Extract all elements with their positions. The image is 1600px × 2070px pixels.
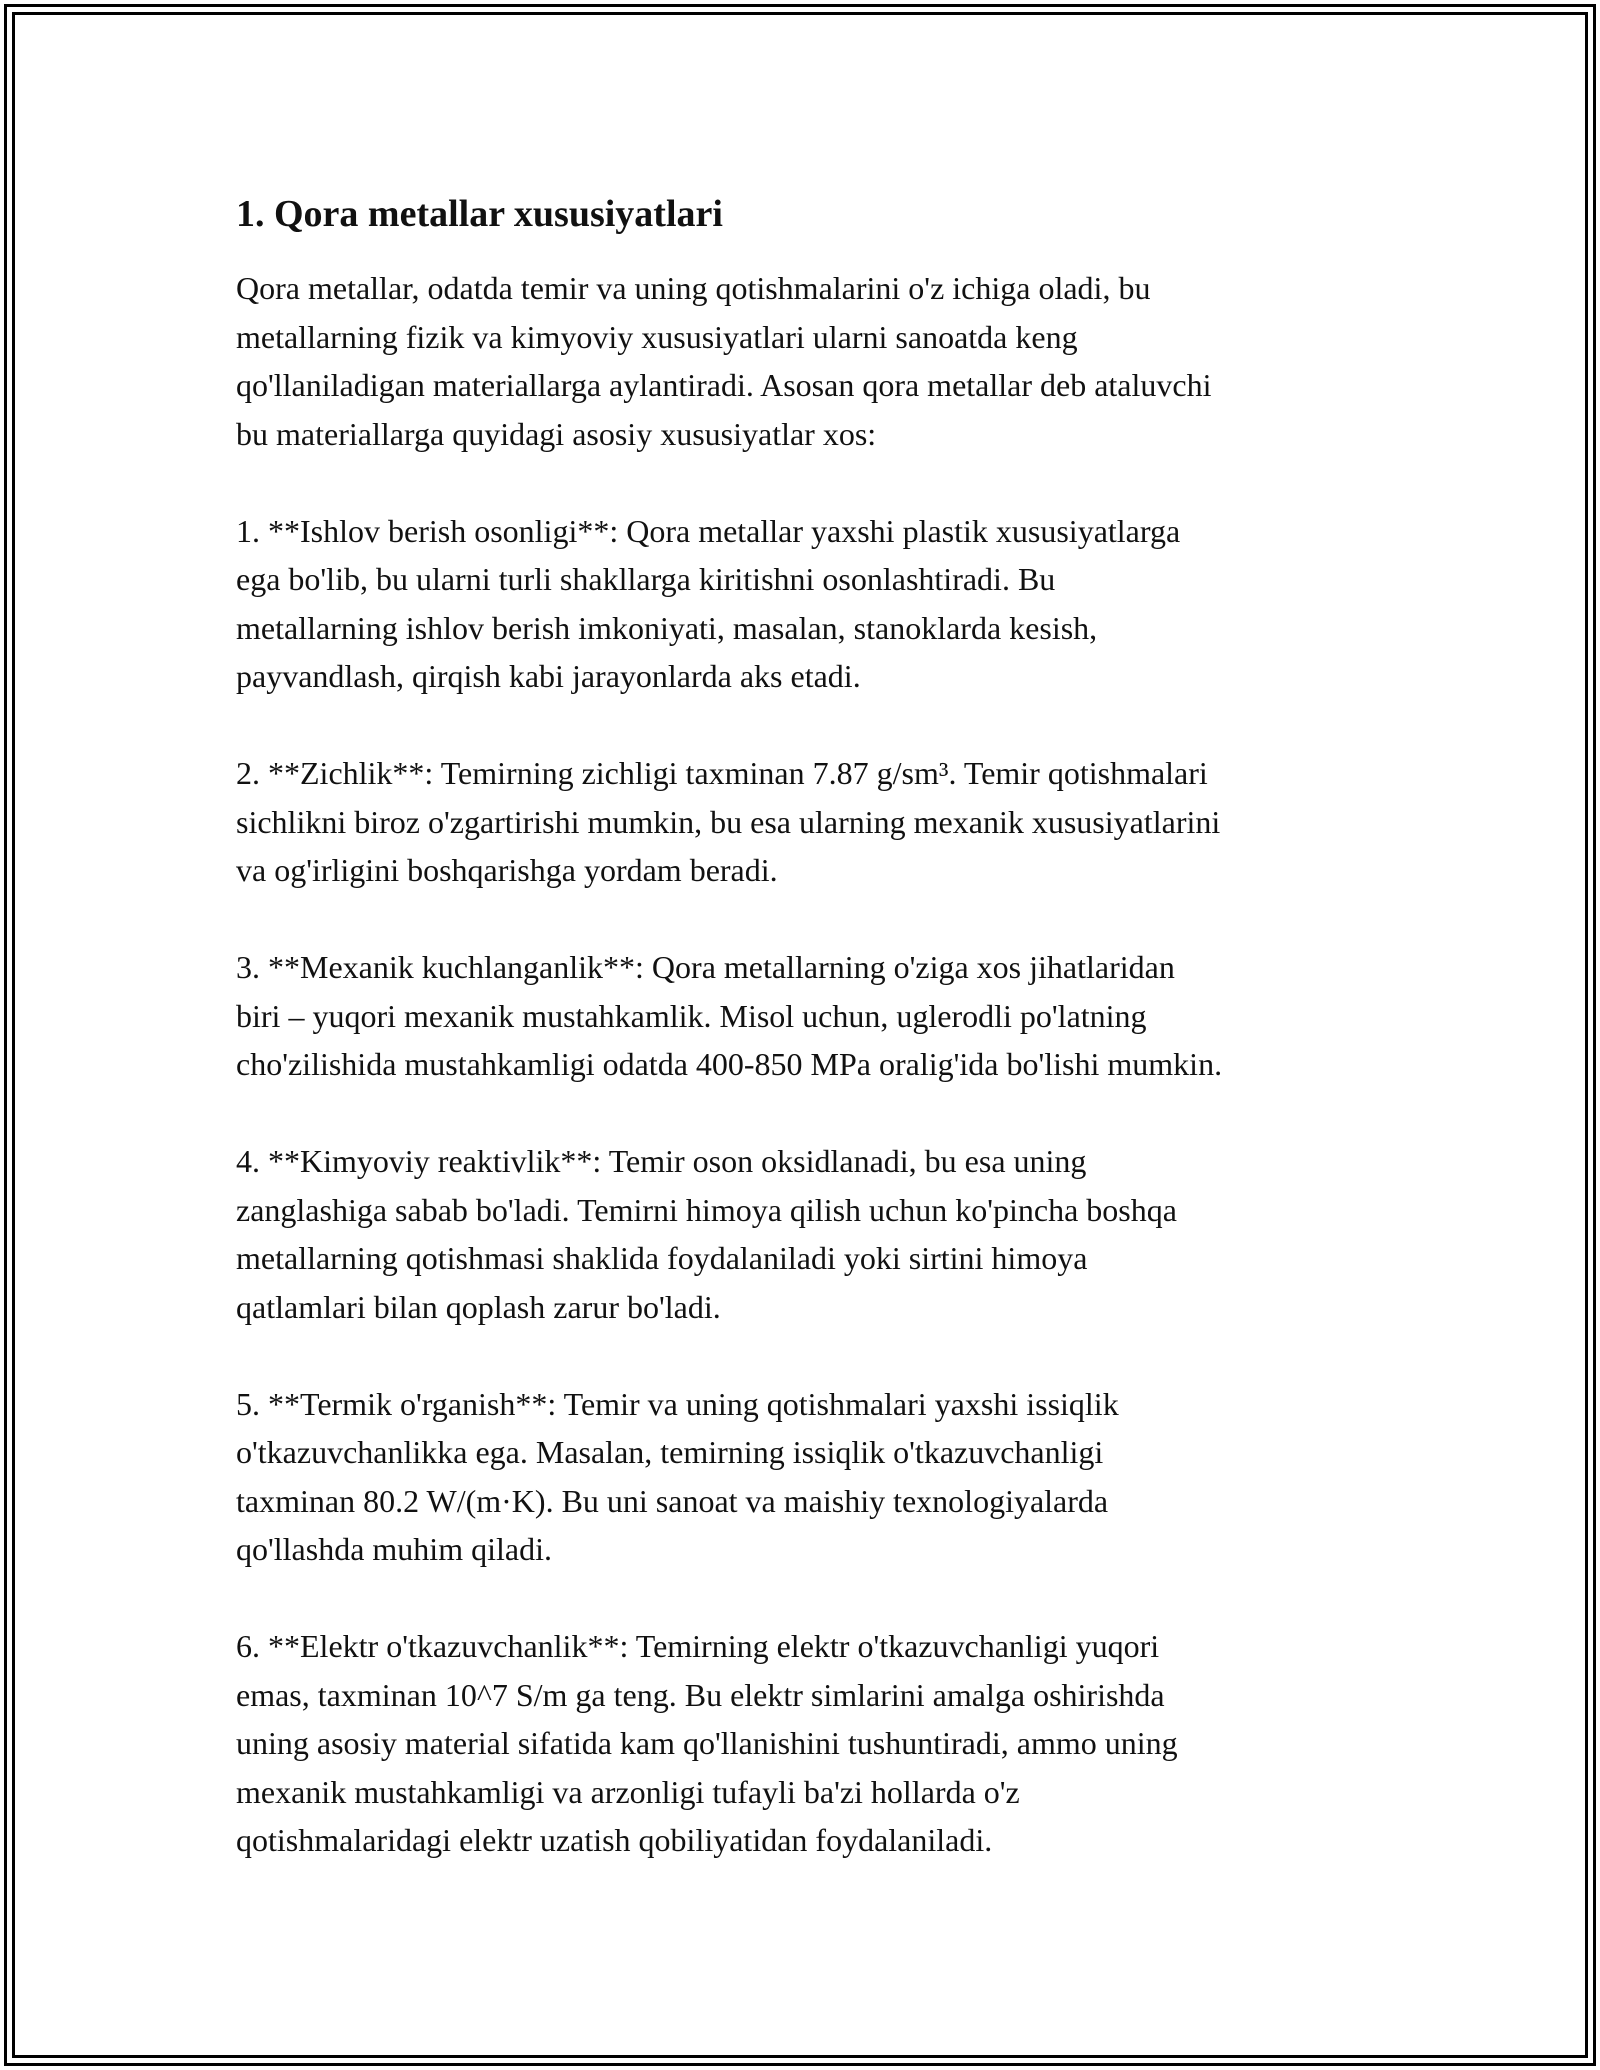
text-line: biri – yuqori mexanik mustahkamlik. Misol uchun, uglerodli po'latning [236,997,1147,1034]
text-line: taxminan 80.2 W/(m·K). Bu uni sanoat va maishiy texnologiyalarda [236,1482,1109,1519]
intro-paragraph [236,264,1376,458]
text-line: 2. **Zichlik**: Temirning zichligi taxminan 7.87 g/sm³. Temir qotishmalari [236,755,1208,791]
text-line: cho'zilishida mustahkamligi odatda 400-850 MPa oralig'ida bo'lishi mumkin. [236,1046,1223,1082]
list-item-thermal [236,1380,1376,1574]
text-line: metallarning fizik va kimyoviy xususiyatlari ularni sanoatda keng [236,318,1078,355]
list-item-electrical-conductivity [236,1622,1376,1865]
text-line: bu materiallarga quyidagi asosiy xususiyatlar xos: [236,415,877,452]
text-line: qo'llaniladigan materiallarga aylantiradi. Asosan qora metallar deb ataluvchi [236,367,1212,403]
list-item-density [236,749,1376,895]
text-line: 5. **Termik o'rganish**: Temir va uning qotishmalari yaxshi issiqlik [236,1385,1119,1422]
text-line: uning asosiy material sifatida kam qo'llanishini tushuntiradi, ammo uning [236,1725,1178,1761]
text-line: emas, taxminan 10^7 S/m ga teng. Bu elektr simlarini amalga oshirishda [236,1676,1165,1713]
document-title: 1. Qora metallar xususiyatlari [236,193,723,235]
text-line: 3. **Mexanik kuchlanganlik**: Qora metallarning o'ziga xos jihatlaridan [236,949,1175,985]
text-line: va og'irligini boshqarishga yordam beradi. [236,852,778,888]
text-line: ega bo'lib, bu ularni turli shakllarga kiritishni osonlashtiradi. Bu [236,561,1056,597]
text-line: payvandlash, qirqish kabi jarayonlarda aks etadi. [236,658,861,694]
text-line: qatlamlari bilan qoplash zarur bo'ladi. [236,1288,721,1325]
text-line: 1. **Ishlov berish osonligi**: Qora metallar yaxshi plastik xususiyatlarga [236,512,1181,549]
text-line: sichlikni biroz o'zgartirishi mumkin, bu esa ularning mexanik xususiyatlarini [236,803,1221,840]
list-item-chemical-reactivity [236,1137,1376,1331]
text-line: mexanik mustahkamligi va arzonligi tufayli ba'zi hollarda o'z [236,1773,1020,1810]
list-item-mechanical-strength [236,943,1376,1089]
document-body [236,190,1376,1865]
text-line: 4. **Kimyoviy reaktivlik**: Temir oson oksidlanadi, bu esa uning [236,1143,1087,1179]
text-line: metallarning ishlov berish imkoniyati, masalan, stanoklarda kesish, [236,609,1098,646]
text-line: metallarning qotishmasi shaklida foydalaniladi yoki sirtini himoya [236,1240,1088,1276]
text-line: o'tkazuvchanlikka ega. Masalan, temirning issiqlik o'tkazuvchanligi [236,1434,1104,1470]
text-line: zanglashiga sabab bo'ladi. Temirni himoya qilish uchun ko'pincha boshqa [236,1191,1177,1228]
text-line: qotishmalaridagi elektr uzatish qobiliyatidan foydalaniladi. [236,1822,993,1858]
list-item-workability [236,507,1376,701]
text-line: qo'llashda muhim qiladi. [236,1531,552,1567]
text-line: Qora metallar, odatda temir va uning qotishmalarini o'z ichiga oladi, bu [236,270,1151,306]
text-line: 6. **Elektr o'tkazuvchanlik**: Temirning elektr o'tkazuvchanligi yuqori [236,1628,1160,1664]
